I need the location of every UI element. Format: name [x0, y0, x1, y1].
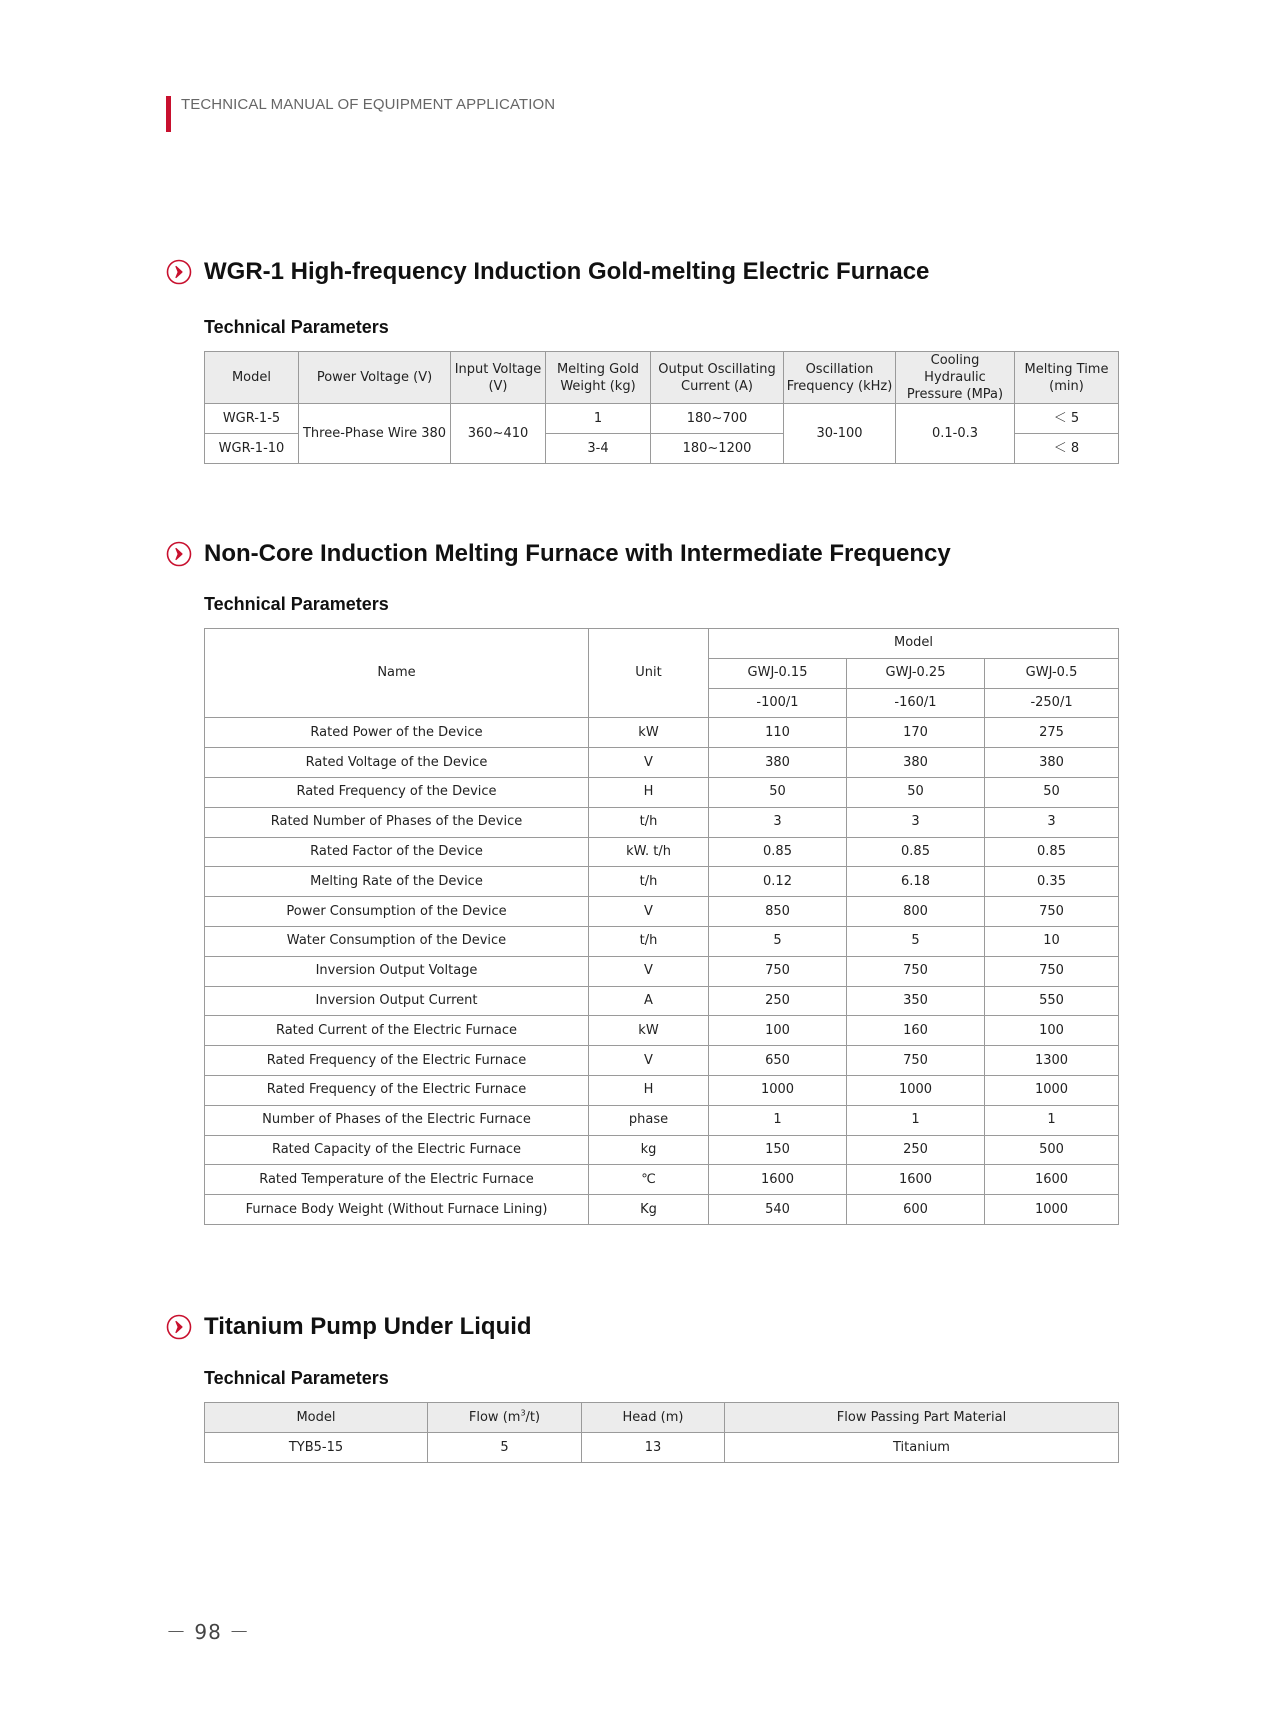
cell-unit: t/h: [589, 867, 709, 897]
cell-name: Rated Factor of the Device: [205, 837, 589, 867]
cell-value: 380: [847, 748, 985, 778]
header-model: Model: [205, 1403, 428, 1433]
cell-value: 250: [847, 1135, 985, 1165]
cell-value: 3: [847, 807, 985, 837]
header-cooling-pressure: Cooling Hydraulic Pressure (MPa): [896, 352, 1015, 404]
table-header-row: [205, 629, 1119, 659]
cell-name: Rated Power of the Device: [205, 718, 589, 748]
cell-model: TYB5-15: [205, 1433, 428, 1463]
cell-value: 6.18: [847, 867, 985, 897]
cell-name: Rated Frequency of the Electric Furnace: [205, 1046, 589, 1076]
titanium-pump-table: [204, 1402, 1119, 1463]
cell-name: Rated Capacity of the Electric Furnace: [205, 1135, 589, 1165]
cell-value: 10: [985, 926, 1119, 956]
header-output-current: Output Oscillating Current (A): [651, 352, 784, 404]
cell-unit: V: [589, 748, 709, 778]
cell-unit: kW: [589, 1016, 709, 1046]
cell-name: Rated Number of Phases of the Device: [205, 807, 589, 837]
section-title-wgr1: WGR-1 High-frequency Induction Gold-melting Electric Furnace: [204, 258, 930, 285]
section-subtitle-noncore: Technical Parameters: [204, 594, 389, 614]
cell-value: 0.85: [985, 837, 1119, 867]
cell-current: 180~1200: [651, 434, 784, 464]
section-title-titanium-pump: Titanium Pump Under Liquid: [204, 1313, 532, 1340]
cell-value: 650: [709, 1046, 847, 1076]
cell-value: 750: [847, 956, 985, 986]
cell-flow: 5: [428, 1433, 582, 1463]
cell-value: 250: [709, 986, 847, 1016]
cell-value: 0.85: [709, 837, 847, 867]
cell-value: 160: [847, 1016, 985, 1046]
page-number: － 98 －: [166, 1620, 251, 1644]
header-model-suffix: -160/1: [847, 688, 985, 718]
cell-input-voltage: 360~410: [451, 404, 546, 464]
cell-value: 550: [985, 986, 1119, 1016]
cell-value: 50: [847, 777, 985, 807]
cell-name: Water Consumption of the Device: [205, 926, 589, 956]
chevron-circle-icon: [166, 259, 192, 285]
header-melting-time: Melting Time (min): [1015, 352, 1119, 404]
cell-value: 150: [709, 1135, 847, 1165]
cell-unit: ℃: [589, 1165, 709, 1195]
header-model: Model: [205, 352, 299, 404]
header-model-suffix: -100/1: [709, 688, 847, 718]
table-row: [205, 837, 1119, 867]
table-row: [205, 807, 1119, 837]
cell-melting-time: ＜ 5: [1015, 404, 1119, 434]
table-row: [205, 718, 1119, 748]
cell-name: Rated Frequency of the Device: [205, 777, 589, 807]
cell-weight: 1: [546, 404, 651, 434]
table-row: [205, 1165, 1119, 1195]
header-power-voltage: Power Voltage (V): [299, 352, 451, 404]
cell-name: Number of Phases of the Electric Furnace: [205, 1105, 589, 1135]
table-row: [205, 404, 1119, 434]
table-row: [205, 1105, 1119, 1135]
cell-value: 0.12: [709, 867, 847, 897]
chevron-circle-icon: [166, 541, 192, 567]
cell-value: 5: [847, 926, 985, 956]
cell-melting-time: ＜ 8: [1015, 434, 1119, 464]
cell-unit: t/h: [589, 807, 709, 837]
cell-name: Power Consumption of the Device: [205, 897, 589, 927]
cell-unit: A: [589, 986, 709, 1016]
header-accent-bar: [166, 96, 171, 132]
cell-model: WGR-1-10: [205, 434, 299, 464]
header-flow: [428, 1403, 582, 1433]
table-row: [205, 867, 1119, 897]
cell-value: 170: [847, 718, 985, 748]
table-row: [205, 1075, 1119, 1105]
cell-value: 1600: [709, 1165, 847, 1195]
cell-unit: kg: [589, 1135, 709, 1165]
header-head: Head (m): [582, 1403, 725, 1433]
cell-cooling-pressure: 0.1-0.3: [896, 404, 1015, 464]
header-model-suffix: -250/1: [985, 688, 1119, 718]
table-row: [205, 748, 1119, 778]
table-row: [205, 1195, 1119, 1225]
table-row: [205, 1046, 1119, 1076]
section-title-noncore: Non-Core Induction Melting Furnace with Intermediate Frequency: [204, 540, 951, 567]
cell-unit: V: [589, 956, 709, 986]
table-header-row: [205, 1403, 1119, 1433]
header-flow-prefix: Flow (m: [468, 1409, 521, 1425]
table-row: [205, 777, 1119, 807]
cell-unit: H: [589, 1075, 709, 1105]
header-input-voltage: Input Voltage (V): [451, 352, 546, 404]
header-oscillation-frequency: Oscillation Frequency (kHz): [784, 352, 896, 404]
header-title: TECHNICAL MANUAL OF EQUIPMENT APPLICATION: [181, 96, 556, 113]
cell-value: 0.85: [847, 837, 985, 867]
table-row: [205, 1016, 1119, 1046]
cell-value: 750: [985, 897, 1119, 927]
cell-value: 5: [709, 926, 847, 956]
wgr1-parameters-table: [204, 351, 1119, 464]
header-name: Name: [205, 629, 589, 718]
cell-unit: V: [589, 897, 709, 927]
table-row: [205, 897, 1119, 927]
header-model-name: GWJ-0.15: [709, 658, 847, 688]
section-subtitle-wgr1: Technical Parameters: [204, 317, 389, 337]
cell-name: Inversion Output Voltage: [205, 956, 589, 986]
chevron-circle-icon: [166, 1314, 192, 1340]
header-melting-weight: Melting Gold Weight (kg): [546, 352, 651, 404]
cell-value: 540: [709, 1195, 847, 1225]
cell-model: WGR-1-5: [205, 404, 299, 434]
cell-name: Rated Temperature of the Electric Furnace: [205, 1165, 589, 1195]
cell-name: Rated Current of the Electric Furnace: [205, 1016, 589, 1046]
cell-value: 750: [985, 956, 1119, 986]
cell-value: 110: [709, 718, 847, 748]
cell-unit: kW: [589, 718, 709, 748]
cell-value: 0.35: [985, 867, 1119, 897]
cell-current: 180~700: [651, 404, 784, 434]
cell-value: 850: [709, 897, 847, 927]
cell-value: 1000: [847, 1075, 985, 1105]
cell-value: 3: [985, 807, 1119, 837]
cell-power-voltage: Three-Phase Wire 380: [299, 404, 451, 464]
noncore-parameters-table: [204, 628, 1119, 1225]
cell-value: 600: [847, 1195, 985, 1225]
cell-name: Rated Voltage of the Device: [205, 748, 589, 778]
cell-value: 275: [985, 718, 1119, 748]
cell-value: 750: [847, 1046, 985, 1076]
cell-weight: 3-4: [546, 434, 651, 464]
cell-value: 1: [709, 1105, 847, 1135]
cell-value: 100: [709, 1016, 847, 1046]
cell-name: Melting Rate of the Device: [205, 867, 589, 897]
header-model-name: GWJ-0.25: [847, 658, 985, 688]
cell-name: Inversion Output Current: [205, 986, 589, 1016]
cell-value: 1600: [985, 1165, 1119, 1195]
cell-value: 100: [985, 1016, 1119, 1046]
header-model: Model: [709, 629, 1119, 659]
cell-head: 13: [582, 1433, 725, 1463]
table-row: [205, 1433, 1119, 1463]
cell-unit: kW. t/h: [589, 837, 709, 867]
table-row: [205, 986, 1119, 1016]
cell-value: 380: [985, 748, 1119, 778]
cell-value: 1300: [985, 1046, 1119, 1076]
section-subtitle-titanium-pump: Technical Parameters: [204, 1368, 389, 1388]
cell-value: 1: [847, 1105, 985, 1135]
cell-value: 350: [847, 986, 985, 1016]
table-row: [205, 956, 1119, 986]
cell-unit: Kg: [589, 1195, 709, 1225]
header-model-name: GWJ-0.5: [985, 658, 1119, 688]
cell-unit: V: [589, 1046, 709, 1076]
cell-unit: t/h: [589, 926, 709, 956]
cell-value: 3: [709, 807, 847, 837]
cell-value: 1000: [985, 1195, 1119, 1225]
cell-value: 750: [709, 956, 847, 986]
header-flow-sup: 3: [520, 1408, 526, 1418]
cell-value: 1600: [847, 1165, 985, 1195]
cell-value: 50: [709, 777, 847, 807]
cell-value: 380: [709, 748, 847, 778]
cell-unit: H: [589, 777, 709, 807]
cell-material: Titanium: [725, 1433, 1119, 1463]
cell-name: Furnace Body Weight (Without Furnace Lining): [205, 1195, 589, 1225]
cell-unit: phase: [589, 1105, 709, 1135]
cell-value: 50: [985, 777, 1119, 807]
header-material: Flow Passing Part Material: [725, 1403, 1119, 1433]
table-row: [205, 926, 1119, 956]
header-flow-suffix: /t): [525, 1409, 541, 1425]
header-unit: Unit: [589, 629, 709, 718]
table-header-row: [205, 352, 1119, 404]
cell-value: 500: [985, 1135, 1119, 1165]
cell-value: 1: [985, 1105, 1119, 1135]
cell-value: 800: [847, 897, 985, 927]
cell-oscillation-frequency: 30-100: [784, 404, 896, 464]
table-row: [205, 1135, 1119, 1165]
cell-name: Rated Frequency of the Electric Furnace: [205, 1075, 589, 1105]
cell-value: 1000: [985, 1075, 1119, 1105]
cell-value: 1000: [709, 1075, 847, 1105]
